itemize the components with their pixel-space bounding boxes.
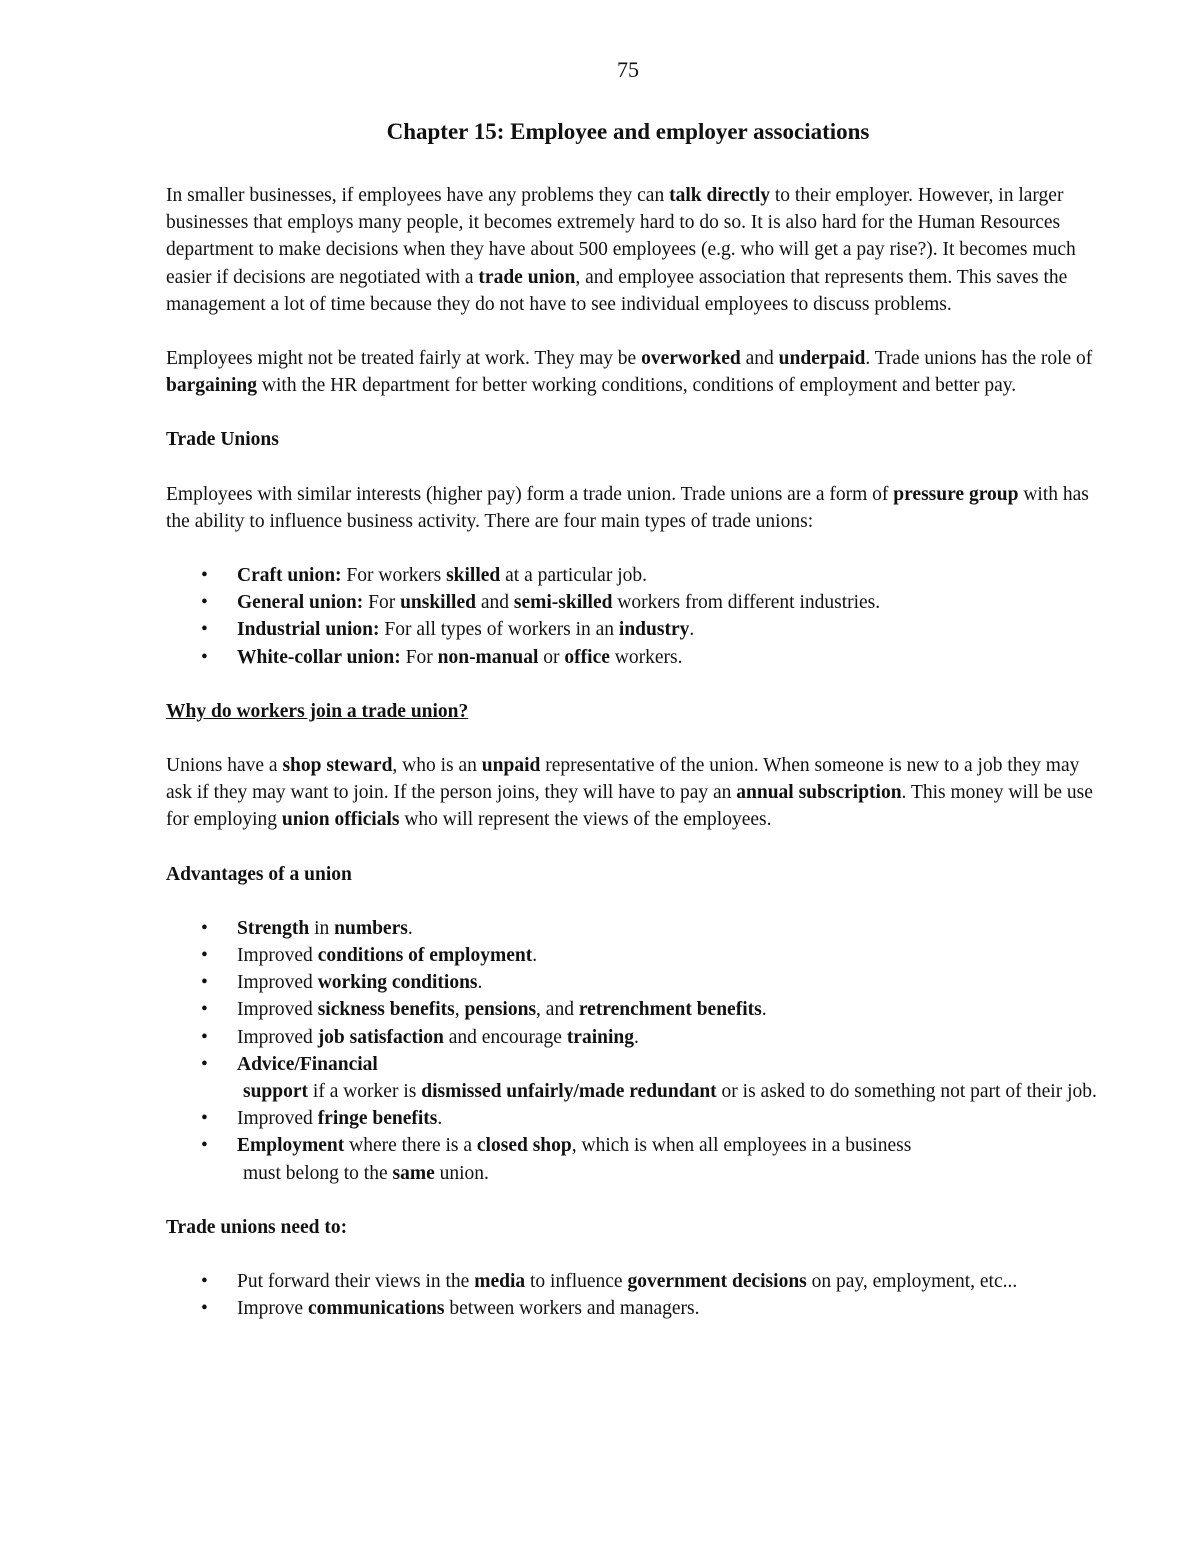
list-item: • Advice/Financial support if a worker is dismissed unfairly/made redundant or is asked to do something not part of their job. xyxy=(166,1051,1101,1105)
list-item: • Strength in numbers. xyxy=(166,915,1101,942)
list-item: • Improved working conditions. xyxy=(166,969,1101,996)
intro-paragraph: In smaller businesses, if employees have any problems they can talk directly to their employer. However, in larger businesses that employs many people, it becomes extremely hard to do so. It is also hard for the Human Resources department to make decisions when they have about 500 employees (e.g. who will get a pay rise?). It becomes much easier if decisions are negotiated with a trade union, and employee association that represents them. This saves the management a lot of time because they do not have to see individual employees to discuss problems. xyxy=(166,185,1076,315)
list-item: • White-collar union: For non-manual or office workers. xyxy=(166,644,1101,671)
needs-list xyxy=(166,1268,1101,1322)
why-join-paragraph: Unions have a shop steward, who is an unpaid representative of the union. When someone is new to a job they may ask if they may want to join. If the person joins, they will have to pay an annual subscription. This money will be use for employing union officials who will represent the views of the employees. xyxy=(166,755,1093,831)
trade-unions-heading: Trade Unions xyxy=(166,429,279,451)
chapter-title: Chapter 15: Employee and employer associations xyxy=(386,119,870,144)
list-item: • Put forward their views in the media to influence government decisions on pay, employment, etc... xyxy=(166,1268,1101,1295)
list-item: • Improved job satisfaction and encourage training. xyxy=(166,1024,1101,1051)
trade-unions-paragraph: Employees with similar interests (higher pay) form a trade union. Trade unions are a form of pressure group with has the ability to influence business activity. There are four main types of trade unions: xyxy=(166,483,1089,532)
list-item: • General union: For unskilled and semi-skilled workers from different industries. xyxy=(166,589,1101,616)
needs-heading: Trade unions need to: xyxy=(166,1216,348,1238)
fair-treatment-paragraph: Employees might not be treated fairly at work. They may be overworked and underpaid. Trade unions has the role of bargaining with the HR department for better working conditions, conditions of employment and better pay. xyxy=(166,348,1093,397)
list-item: • Industrial union: For all types of workers in an industry. xyxy=(166,616,1101,643)
union-types-list xyxy=(166,562,1101,671)
page-content xyxy=(166,182,1101,1350)
list-item: • Improved conditions of employment. xyxy=(166,942,1101,969)
list-item: • Improved fringe benefits. xyxy=(166,1105,1101,1132)
advantages-list xyxy=(166,915,1101,1187)
list-item: • Improve communications between workers and managers. xyxy=(166,1295,1101,1322)
advantages-heading: Advantages of a union xyxy=(166,863,352,885)
list-item: • Employment where there is a closed shop, which is when all employees in a business must belong to the same union. xyxy=(166,1132,1101,1186)
page-number: 75 xyxy=(617,57,639,82)
list-item: • Improved sickness benefits, pensions, and retrenchment benefits. xyxy=(166,996,1101,1023)
why-join-heading: Why do workers join a trade union? xyxy=(166,700,469,722)
list-item: • Craft union: For workers skilled at a particular job. xyxy=(166,562,1101,589)
